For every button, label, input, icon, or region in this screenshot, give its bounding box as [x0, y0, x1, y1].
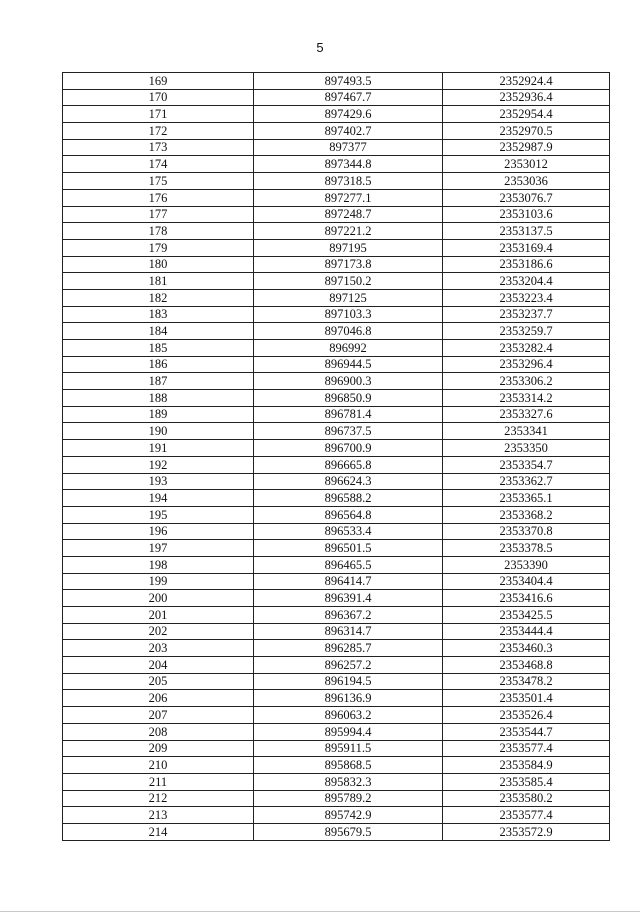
point-number-cell: 182 — [63, 289, 254, 306]
point-number-cell: 177 — [63, 206, 254, 223]
table-row — [63, 73, 610, 90]
y-coordinate-cell: 2353416.6 — [443, 590, 610, 607]
table-row — [63, 423, 610, 440]
point-number-cell: 189 — [63, 406, 254, 423]
table-row — [63, 406, 610, 423]
table-row — [63, 573, 610, 590]
y-coordinate-cell: 2353390 — [443, 556, 610, 573]
y-coordinate-cell: 2353478.2 — [443, 673, 610, 690]
x-coordinate-cell: 896665.8 — [254, 456, 443, 473]
y-coordinate-cell: 2353585.4 — [443, 773, 610, 790]
y-coordinate-cell: 2353237.7 — [443, 306, 610, 323]
x-coordinate-cell: 897248.7 — [254, 206, 443, 223]
point-number-cell: 180 — [63, 256, 254, 273]
x-coordinate-cell: 896257.2 — [254, 657, 443, 674]
y-coordinate-cell: 2353468.8 — [443, 657, 610, 674]
y-coordinate-cell: 2353282.4 — [443, 340, 610, 357]
table-row — [63, 556, 610, 573]
y-coordinate-cell: 2353544.7 — [443, 723, 610, 740]
table-row — [63, 807, 610, 824]
y-coordinate-cell: 2353012 — [443, 156, 610, 173]
y-coordinate-cell: 2353354.7 — [443, 456, 610, 473]
x-coordinate-cell: 896465.5 — [254, 556, 443, 573]
table-row — [63, 189, 610, 206]
y-coordinate-cell: 2352987.9 — [443, 139, 610, 156]
table-row — [63, 473, 610, 490]
x-coordinate-cell: 897277.1 — [254, 189, 443, 206]
y-coordinate-cell: 2353365.1 — [443, 490, 610, 507]
y-coordinate-cell: 2353526.4 — [443, 707, 610, 724]
point-number-cell: 199 — [63, 573, 254, 590]
table-row — [63, 506, 610, 523]
point-number-cell: 207 — [63, 707, 254, 724]
x-coordinate-cell: 896564.8 — [254, 506, 443, 523]
table-row — [63, 356, 610, 373]
x-coordinate-cell: 896367.2 — [254, 607, 443, 624]
y-coordinate-cell: 2352970.5 — [443, 123, 610, 140]
x-coordinate-cell: 896136.9 — [254, 690, 443, 707]
point-number-cell: 194 — [63, 490, 254, 507]
y-coordinate-cell: 2353186.6 — [443, 256, 610, 273]
x-coordinate-cell: 897344.8 — [254, 156, 443, 173]
point-number-cell: 186 — [63, 356, 254, 373]
x-coordinate-cell: 896700.9 — [254, 440, 443, 457]
point-number-cell: 196 — [63, 523, 254, 540]
table-row — [63, 306, 610, 323]
table-row — [63, 239, 610, 256]
y-coordinate-cell: 2353103.6 — [443, 206, 610, 223]
x-coordinate-cell: 896314.7 — [254, 623, 443, 640]
table-row — [63, 390, 610, 407]
table-row — [63, 106, 610, 123]
point-number-cell: 206 — [63, 690, 254, 707]
y-coordinate-cell: 2353223.4 — [443, 289, 610, 306]
point-number-cell: 173 — [63, 139, 254, 156]
page-bottom-rule — [0, 911, 640, 912]
y-coordinate-cell: 2352936.4 — [443, 89, 610, 106]
y-coordinate-cell: 2353577.4 — [443, 740, 610, 757]
y-coordinate-cell: 2353501.4 — [443, 690, 610, 707]
table-row — [63, 657, 610, 674]
point-number-cell: 201 — [63, 607, 254, 624]
x-coordinate-cell: 897402.7 — [254, 123, 443, 140]
y-coordinate-cell: 2353370.8 — [443, 523, 610, 540]
coordinates-table — [62, 72, 610, 841]
x-coordinate-cell: 896391.4 — [254, 590, 443, 607]
table-row — [63, 723, 610, 740]
x-coordinate-cell: 896944.5 — [254, 356, 443, 373]
x-coordinate-cell: 896737.5 — [254, 423, 443, 440]
table-row — [63, 139, 610, 156]
y-coordinate-cell: 2353076.7 — [443, 189, 610, 206]
point-number-cell: 172 — [63, 123, 254, 140]
y-coordinate-cell: 2353572.9 — [443, 823, 610, 840]
y-coordinate-cell: 2353580.2 — [443, 790, 610, 807]
table-row — [63, 540, 610, 557]
table-row — [63, 823, 610, 840]
table-row — [63, 757, 610, 774]
table-row — [63, 323, 610, 340]
point-number-cell: 205 — [63, 673, 254, 690]
y-coordinate-cell: 2353314.2 — [443, 390, 610, 407]
x-coordinate-cell: 896850.9 — [254, 390, 443, 407]
y-coordinate-cell: 2353460.3 — [443, 640, 610, 657]
x-coordinate-cell: 895742.9 — [254, 807, 443, 824]
page-number: 5 — [316, 40, 324, 55]
x-coordinate-cell: 897429.6 — [254, 106, 443, 123]
point-number-cell: 197 — [63, 540, 254, 557]
y-coordinate-cell: 2352924.4 — [443, 73, 610, 90]
table-row — [63, 490, 610, 507]
table-row — [63, 256, 610, 273]
table-row — [63, 206, 610, 223]
y-coordinate-cell: 2353036 — [443, 173, 610, 190]
point-number-cell: 176 — [63, 189, 254, 206]
point-number-cell: 175 — [63, 173, 254, 190]
y-coordinate-cell: 2353204.4 — [443, 273, 610, 290]
table-row — [63, 640, 610, 657]
table-row — [63, 707, 610, 724]
y-coordinate-cell: 2353368.2 — [443, 506, 610, 523]
x-coordinate-cell: 897221.2 — [254, 223, 443, 240]
y-coordinate-cell: 2353350 — [443, 440, 610, 457]
point-number-cell: 171 — [63, 106, 254, 123]
point-number-cell: 213 — [63, 807, 254, 824]
point-number-cell: 214 — [63, 823, 254, 840]
table-row — [63, 173, 610, 190]
table-row — [63, 523, 610, 540]
table-row — [63, 773, 610, 790]
point-number-cell: 184 — [63, 323, 254, 340]
y-coordinate-cell: 2353137.5 — [443, 223, 610, 240]
y-coordinate-cell: 2353584.9 — [443, 757, 610, 774]
table-row — [63, 690, 610, 707]
y-coordinate-cell: 2353444.4 — [443, 623, 610, 640]
point-number-cell: 170 — [63, 89, 254, 106]
point-number-cell: 211 — [63, 773, 254, 790]
point-number-cell: 193 — [63, 473, 254, 490]
point-number-cell: 208 — [63, 723, 254, 740]
x-coordinate-cell: 896588.2 — [254, 490, 443, 507]
point-number-cell: 212 — [63, 790, 254, 807]
coordinates-table-body — [63, 73, 610, 841]
x-coordinate-cell: 895994.4 — [254, 723, 443, 740]
x-coordinate-cell: 895679.5 — [254, 823, 443, 840]
point-number-cell: 181 — [63, 273, 254, 290]
point-number-cell: 192 — [63, 456, 254, 473]
y-coordinate-cell: 2353306.2 — [443, 373, 610, 390]
x-coordinate-cell: 895832.3 — [254, 773, 443, 790]
x-coordinate-cell: 896624.3 — [254, 473, 443, 490]
x-coordinate-cell: 895911.5 — [254, 740, 443, 757]
table-row — [63, 156, 610, 173]
x-coordinate-cell: 897125 — [254, 289, 443, 306]
y-coordinate-cell: 2353341 — [443, 423, 610, 440]
table-row — [63, 440, 610, 457]
y-coordinate-cell: 2353296.4 — [443, 356, 610, 373]
x-coordinate-cell: 897195 — [254, 239, 443, 256]
y-coordinate-cell: 2352954.4 — [443, 106, 610, 123]
y-coordinate-cell: 2353404.4 — [443, 573, 610, 590]
x-coordinate-cell: 897046.8 — [254, 323, 443, 340]
y-coordinate-cell: 2353362.7 — [443, 473, 610, 490]
point-number-cell: 188 — [63, 390, 254, 407]
y-coordinate-cell: 2353169.4 — [443, 239, 610, 256]
table-row — [63, 623, 610, 640]
point-number-cell: 191 — [63, 440, 254, 457]
x-coordinate-cell: 897493.5 — [254, 73, 443, 90]
y-coordinate-cell: 2353378.5 — [443, 540, 610, 557]
point-number-cell: 210 — [63, 757, 254, 774]
point-number-cell: 198 — [63, 556, 254, 573]
point-number-cell: 185 — [63, 340, 254, 357]
y-coordinate-cell: 2353327.6 — [443, 406, 610, 423]
table-row — [63, 123, 610, 140]
point-number-cell: 179 — [63, 239, 254, 256]
table-row — [63, 373, 610, 390]
table-row — [63, 790, 610, 807]
table-row — [63, 607, 610, 624]
x-coordinate-cell: 896501.5 — [254, 540, 443, 557]
table-row — [63, 590, 610, 607]
point-number-cell: 195 — [63, 506, 254, 523]
x-coordinate-cell: 897467.7 — [254, 89, 443, 106]
point-number-cell: 204 — [63, 657, 254, 674]
table-row — [63, 456, 610, 473]
y-coordinate-cell: 2353577.4 — [443, 807, 610, 824]
x-coordinate-cell: 896900.3 — [254, 373, 443, 390]
point-number-cell: 183 — [63, 306, 254, 323]
point-number-cell: 174 — [63, 156, 254, 173]
x-coordinate-cell: 895789.2 — [254, 790, 443, 807]
table-row — [63, 223, 610, 240]
table-row — [63, 89, 610, 106]
x-coordinate-cell: 897377 — [254, 139, 443, 156]
x-coordinate-cell: 896781.4 — [254, 406, 443, 423]
table-row — [63, 273, 610, 290]
x-coordinate-cell: 897318.5 — [254, 173, 443, 190]
x-coordinate-cell: 896533.4 — [254, 523, 443, 540]
point-number-cell: 187 — [63, 373, 254, 390]
point-number-cell: 202 — [63, 623, 254, 640]
x-coordinate-cell: 896063.2 — [254, 707, 443, 724]
point-number-cell: 169 — [63, 73, 254, 90]
x-coordinate-cell: 896992 — [254, 340, 443, 357]
x-coordinate-cell: 897173.8 — [254, 256, 443, 273]
point-number-cell: 209 — [63, 740, 254, 757]
point-number-cell: 200 — [63, 590, 254, 607]
x-coordinate-cell: 896414.7 — [254, 573, 443, 590]
table-row — [63, 340, 610, 357]
x-coordinate-cell: 895868.5 — [254, 757, 443, 774]
y-coordinate-cell: 2353425.5 — [443, 607, 610, 624]
table-row — [63, 673, 610, 690]
x-coordinate-cell: 896285.7 — [254, 640, 443, 657]
point-number-cell: 203 — [63, 640, 254, 657]
x-coordinate-cell: 897150.2 — [254, 273, 443, 290]
table-row — [63, 740, 610, 757]
y-coordinate-cell: 2353259.7 — [443, 323, 610, 340]
x-coordinate-cell: 896194.5 — [254, 673, 443, 690]
point-number-cell: 190 — [63, 423, 254, 440]
table-row — [63, 289, 610, 306]
x-coordinate-cell: 897103.3 — [254, 306, 443, 323]
point-number-cell: 178 — [63, 223, 254, 240]
